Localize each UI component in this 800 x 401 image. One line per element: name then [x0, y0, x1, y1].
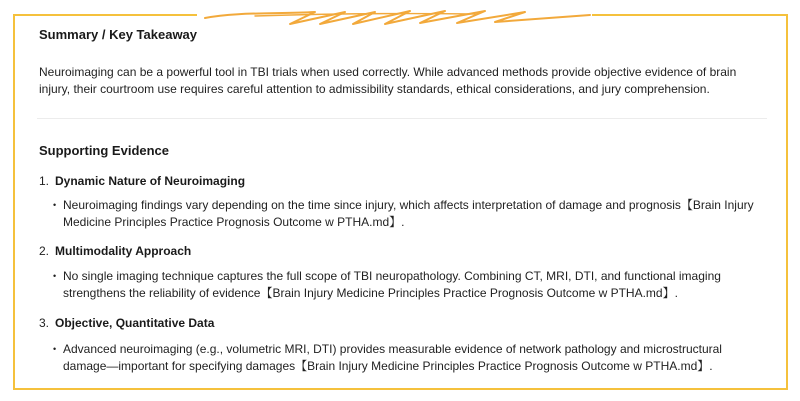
- list-number: 1.: [39, 174, 50, 188]
- evidence-item-1-heading: [39, 173, 245, 189]
- evidence-item-2-heading: [39, 243, 191, 259]
- evidence-item-2-bullet: [53, 268, 773, 302]
- bullet-text: Neuroimaging findings vary depending on the time since injury, which affects interpretation of damage and prognosis【Brain Injury Medicine Principles Practice Prognosis Outcome w PTHA.md】.: [63, 198, 754, 229]
- section-divider: [37, 118, 767, 119]
- bullet-icon: •: [53, 344, 57, 354]
- bullet-icon: •: [53, 271, 57, 281]
- summary-heading: Summary / Key Takeaway: [39, 27, 198, 42]
- bullet-text: No single imaging technique captures the full scope of TBI neuropathology. Combining CT, MRI, DTI, and functional imaging strengthens the reliability of evidence【Brain Injury Medicine Principles Practice Prognosis Outcome w PTHA.md】.: [63, 269, 721, 300]
- supporting-evidence-heading: Supporting Evidence: [39, 143, 170, 158]
- evidence-item-3-bullet: [53, 341, 773, 375]
- bullet-icon: •: [53, 200, 57, 210]
- bullet-text: Advanced neuroimaging (e.g., volumetric MRI, DTI) provides measurable evidence of network pathology and microstructural damage—important for specifying damages【Brain Injury Medicine Principles Practice Prognosis Outcome w PTHA.md】.: [63, 342, 722, 373]
- list-item-label: Objective, Quantitative Data: [55, 316, 215, 330]
- evidence-item-1-bullet: [53, 197, 773, 231]
- list-number: 3.: [39, 316, 50, 330]
- list-number: 2.: [39, 244, 50, 258]
- list-item-label: Dynamic Nature of Neuroimaging: [55, 174, 246, 188]
- list-item-label: Multimodality Approach: [55, 244, 192, 258]
- summary-paragraph: Neuroimaging can be a powerful tool in TBI trials when used correctly. While advanced methods provide objective evidence of brain injury, their courtroom use requires careful attention to admissibility standards, ethical considerations, and jury comprehension.: [39, 65, 737, 96]
- evidence-item-3-heading: [39, 315, 214, 331]
- highlight-scribble-icon: [195, 2, 595, 32]
